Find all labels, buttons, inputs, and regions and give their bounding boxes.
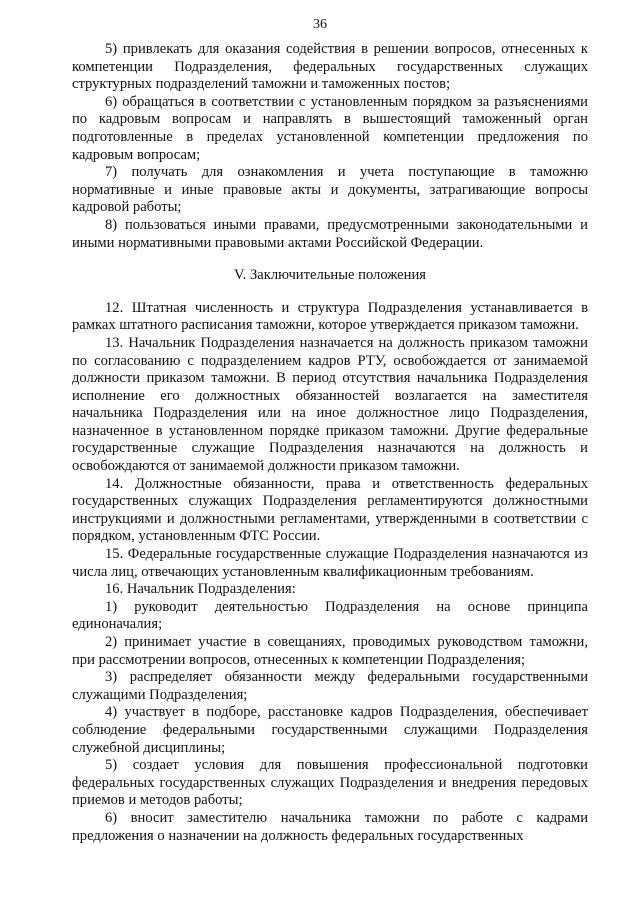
paragraph-right-6: 6) обращаться в соответствии с установленным порядком за разъяснениями по кадровым вопросам и направлять в вышестоящий таможенный орган подготовленные в пределах установленной компетенции предложения по кадровым вопросам; bbox=[72, 93, 588, 163]
paragraph-14: 14. Должностные обязанности, права и ответственность федеральных государственных служащих Подразделения регламентируются должностными инструкциями и должностными регламентами, утвержденными в соответствии с порядком, установленным ФТС России. bbox=[72, 475, 588, 545]
paragraph-16-2: 2) принимает участие в совещаниях, проводимых руководством таможни, при рассмотрении вопросов, отнесенных к компетенции Подразделения; bbox=[72, 634, 588, 668]
paragraph-16-5: 5) создает условия для повышения профессиональной подготовки федеральных государственных служащих Подразделения и внедрения передовых приемов и методов работы; bbox=[72, 757, 588, 809]
paragraph-right-5: 5) привлекать для оказания содействия в решении вопросов, отнесенных к компетенции Подразделения, федеральных государственных служащих структурных подразделений таможни и таможенных постов; bbox=[72, 41, 588, 93]
paragraph-16-3: 3) распределяет обязанности между федеральными государственными служащими Подразделения; bbox=[72, 669, 588, 703]
paragraph-16: 16. Начальник Подразделения: bbox=[105, 581, 296, 598]
section-heading: V. Заключительные положения bbox=[234, 267, 426, 284]
paragraph-16-6: 6) вносит заместителю начальника таможни по работе с кадрами предложения о назначении на должность федеральных государственных bbox=[72, 809, 588, 844]
paragraph-12: 12. Штатная численность и структура Подразделения устанавливается в рамках штатного расписания таможни, которое утверждается приказом таможни. bbox=[72, 299, 588, 334]
paragraph-16-1: 1) руководит деятельностью Подразделения на основе принципа единоначалия; bbox=[72, 598, 588, 633]
paragraph-right-7: 7) получать для ознакомления и учета поступающие в таможню нормативные и иные правовые акты и документы, затрагивающие вопросы кадровой работы; bbox=[72, 164, 588, 216]
paragraph-right-8: 8) пользоваться иными правами, предусмотренными законодательными и иными нормативными правовыми актами Российской Федерации. bbox=[72, 216, 588, 251]
page-number: 36 bbox=[313, 17, 327, 32]
paragraph-13: 13. Начальник Подразделения назначается на должность приказом таможни по согласованию с подразделением кадров РТУ, освобождается от занимаемой должности приказом таможни. В период отсутствия начальника Подразделения исполнение его должностных обязанностей возлагается на заместителя начальника Подразделения или на иное должностное лицо Подразделения, назначенное в установленном порядке приказом таможни. Другие федеральные государственные служащие Подразделения назначаются на должность и освобождаются от занимаемой должности приказом таможни. bbox=[72, 334, 588, 475]
paragraph-16-4: 4) участвует в подборе, расстановке кадров Подразделения, обеспечивает соблюдение федеральными государственными служащими Подразделения служебной дисциплины; bbox=[72, 704, 588, 756]
page-content bbox=[72, 41, 588, 845]
paragraph-15: 15. Федеральные государственные служащие Подразделения назначаются из числа лиц, отвечающих установленным квалификационным требованиям. bbox=[72, 546, 588, 580]
